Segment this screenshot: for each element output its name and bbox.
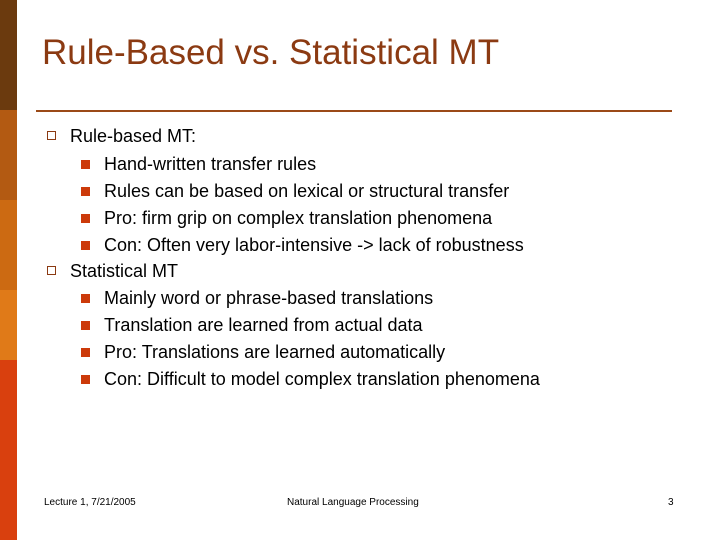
filled-square-bullet-icon [81,160,90,169]
sub-bullet-item [104,341,445,363]
filled-square-bullet-icon [81,375,90,384]
hollow-square-bullet-icon [47,266,56,275]
bullet-item [70,125,196,147]
accent-stripe [0,200,17,290]
sub-bullet-text: Translation are learned from actual data [104,315,423,335]
sub-bullet-item [104,153,316,175]
sub-bullet-text: Con: Often very labor-intensive -> lack of robustness [104,235,524,255]
bullet-text: Statistical MT [70,261,179,281]
slide-page-number: 3 [668,497,674,508]
accent-stripe [0,360,17,540]
sub-bullet-text: Con: Difficult to model complex translation phenomena [104,369,540,389]
filled-square-bullet-icon [81,348,90,357]
title-divider [36,110,672,112]
sub-bullet-item [104,314,423,336]
sub-bullet-item [104,207,492,229]
accent-stripe [0,0,17,110]
accent-stripe [0,290,17,360]
sub-bullet-item [104,287,433,309]
bullet-item [70,260,178,282]
sub-bullet-item [104,368,540,390]
sub-bullet-text: Rules can be based on lexical or structural transfer [104,181,510,201]
filled-square-bullet-icon [81,241,90,250]
accent-stripe [0,110,17,200]
filled-square-bullet-icon [81,214,90,223]
bullet-text: Rule-based MT: [70,126,197,146]
sub-bullet-text: Mainly word or phrase-based translations [104,288,434,308]
hollow-square-bullet-icon [47,131,56,140]
slide-title: Rule-Based vs. Statistical MT [42,33,500,72]
filled-square-bullet-icon [81,321,90,330]
filled-square-bullet-icon [81,187,90,196]
sub-bullet-text: Hand-written transfer rules [104,154,317,174]
footer-course-title: Natural Language Processing [287,497,419,508]
filled-square-bullet-icon [81,294,90,303]
sub-bullet-item [104,180,509,202]
sub-bullet-text: Pro: Translations are learned automatically [104,342,446,362]
sub-bullet-text: Pro: firm grip on complex translation phenomena [104,208,493,228]
footer-lecture-date: Lecture 1, 7/21/2005 [44,497,136,508]
sub-bullet-item [104,234,524,256]
